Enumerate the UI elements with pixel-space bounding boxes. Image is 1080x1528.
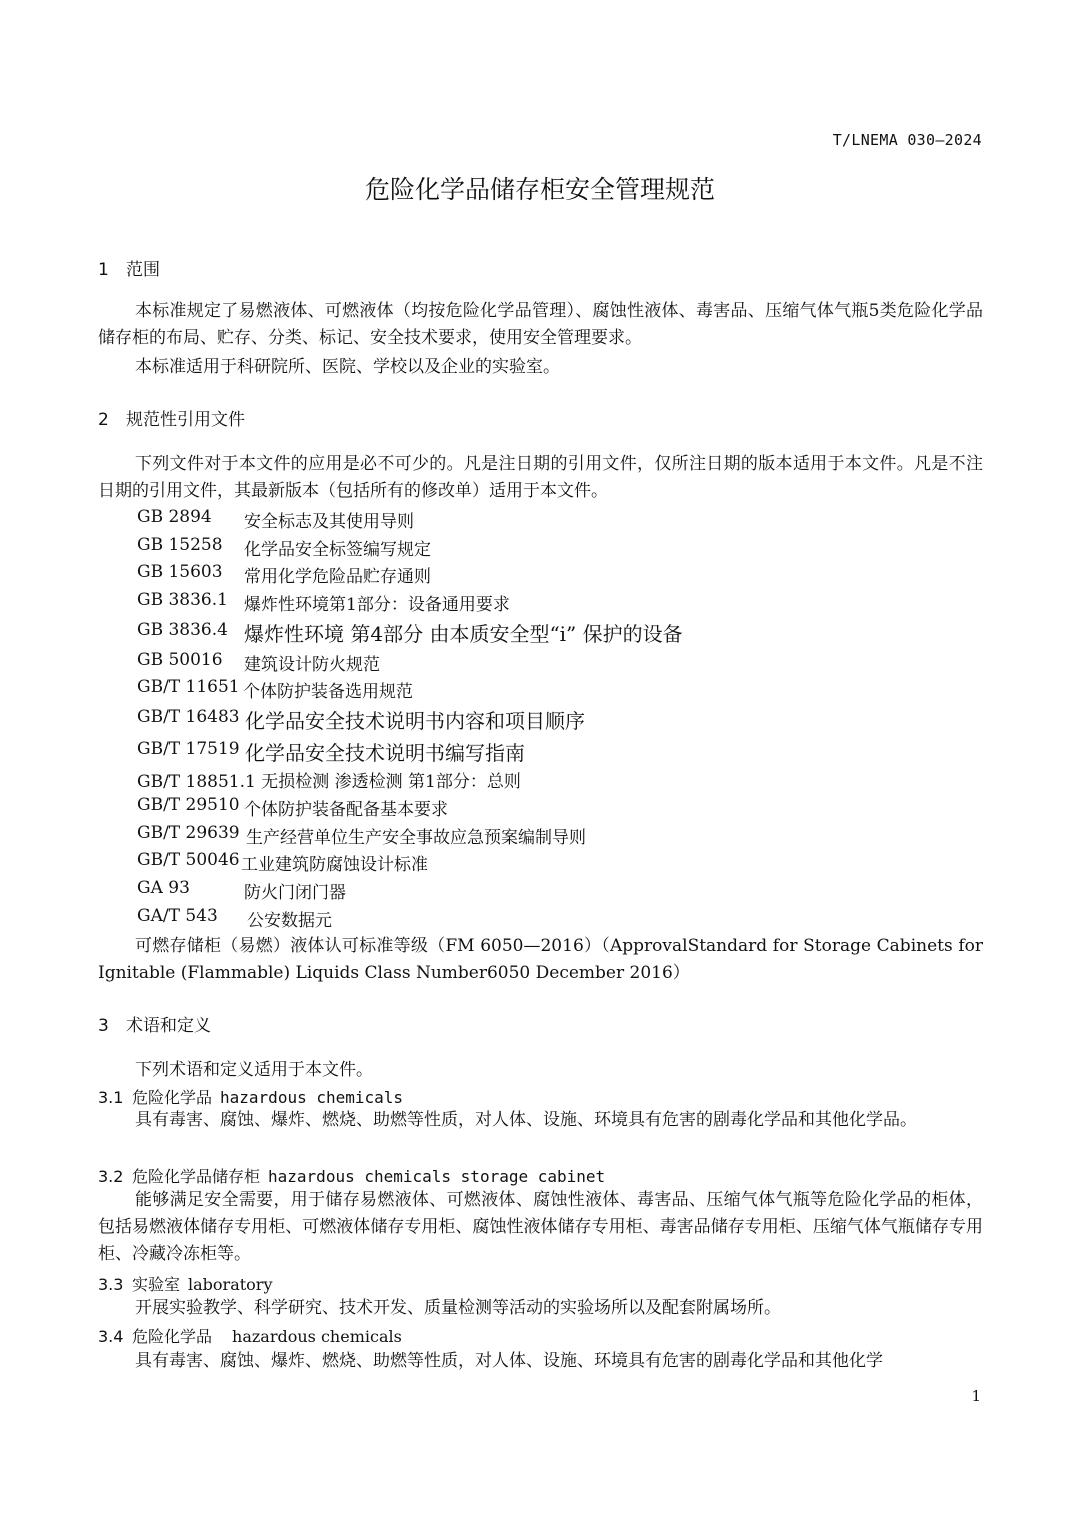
reference-code: GB 15603 (137, 562, 223, 582)
reference-item (137, 507, 414, 532)
reference-item (137, 535, 431, 560)
term-definition: 开展实验教学、科学研究、技术开发、质量检测等活动的实验场所以及配套附属场所。 (135, 1298, 781, 1318)
term-en: laboratory (188, 1275, 273, 1294)
reference-code: GB/T 17519 (137, 739, 240, 759)
reference-title: 建筑设计防火规范 (244, 655, 380, 675)
section-1-heading (98, 255, 160, 280)
reference-code: GB/T 29639 (137, 823, 240, 843)
reference-title: 防火门闭门器 (244, 883, 346, 903)
reference-title: 化学品安全标签编写规定 (244, 540, 431, 560)
reference-title: 工业建筑防腐蚀设计标准 (241, 855, 428, 875)
reference-item (137, 707, 585, 733)
term-definition: 具有毒害、腐蚀、爆炸、燃烧、助燃等性质，对人体、设施、环境具有危害的剧毒化学品和其他化学 (135, 1351, 883, 1371)
section-2-heading (98, 405, 245, 430)
scope-paragraph-1: 本标准规定了易燃液体、可燃液体（均按危险化学品管理）、腐蚀性液体、毒害品、压缩气体气瓶5类危险化学品储存柜的布局、贮存、分类、标记、安全技术要求，使用安全管理要求。 (98, 301, 983, 348)
section-number: 3 (98, 1016, 109, 1036)
reference-item (137, 795, 448, 820)
reference-title: 个体防护装备配备基本要求 (244, 800, 448, 820)
reference-item (137, 620, 683, 646)
reference-item (137, 562, 431, 587)
reference-title: 安全标志及其使用导则 (244, 512, 414, 532)
reference-code: GB/T 18851.1 (137, 772, 256, 792)
term-number: 3.4 (98, 1327, 124, 1346)
fm-standard-paragraph: 可燃存储柜（易燃）液体认可标准等级（FM 6050—2016）（ApprovalStandard for Storage Cabinets for Ignitable (Flammable) Liquids Class Number6050 December 2016） (98, 936, 983, 983)
reference-item (137, 739, 525, 765)
term-number: 3.2 (98, 1167, 124, 1186)
term-en: hazardous chemicals (232, 1327, 402, 1346)
term-zh: 危险化学品储存柜 (132, 1167, 261, 1186)
terms-intro-paragraph: 下列术语和定义适用于本文件。 (135, 1060, 373, 1080)
document-title: 危险化学品储存柜安全管理规范 (364, 175, 715, 204)
term-definition: 能够满足安全需要，用于储存易燃液体、可燃液体、腐蚀性液体、毒害品、压缩气体气瓶等危险化学品的柜体，包括易燃液体储存专用柜、可燃液体储存专用柜、腐蚀性液体储存专用柜、毒害品储存专用柜、压缩气体气瓶储存专用柜、冷藏冷冻柜等。 (98, 1190, 983, 1264)
reference-item (137, 823, 586, 848)
reference-code: GB 3836.4 (137, 620, 228, 640)
reference-title: 化学品安全技术说明书内容和项目顺序 (245, 709, 585, 733)
section-title: 术语和定义 (126, 1016, 211, 1036)
reference-title: 化学品安全技术说明书编写指南 (245, 741, 525, 765)
term-definition: 具有毒害、腐蚀、爆炸、燃烧、助燃等性质，对人体、设施、环境具有危害的剧毒化学品和其他化学品。 (135, 1110, 917, 1130)
reference-code: GB 15258 (137, 535, 223, 555)
term-zh: 危险化学品 (132, 1088, 213, 1107)
section-number: 2 (98, 410, 109, 430)
term-number: 3.3 (98, 1275, 124, 1294)
refs-intro-paragraph: 下列文件对于本文件的应用是必不可少的。凡是注日期的引用文件，仅所注日期的版本适用于本文件。凡是不注日期的引用文件，其最新版本（包括所有的修改单）适用于本文件。 (98, 454, 983, 501)
reference-item (137, 677, 413, 702)
term-heading (98, 1324, 402, 1347)
reference-title: 无损检测 渗透检测 第1部分：总则 (261, 772, 521, 792)
term-heading (98, 1164, 605, 1187)
reference-title: 生产经营单位生产安全事故应急预案编制导则 (246, 828, 586, 848)
standard-id: T/LNEMA 030—2024 (832, 131, 982, 149)
reference-code: GB/T 50046 (137, 850, 240, 870)
section-title: 范围 (126, 260, 160, 280)
term-heading (98, 1085, 403, 1108)
reference-code: GB/T 16483 (137, 707, 240, 727)
reference-title: 公安数据元 (247, 911, 332, 931)
term-number: 3.1 (98, 1088, 124, 1107)
reference-code: GA 93 (137, 878, 190, 898)
reference-item (137, 650, 380, 675)
term-en: hazardous chemicals storage cabinet (268, 1167, 606, 1186)
reference-item (137, 590, 510, 615)
section-number: 1 (98, 260, 109, 280)
reference-item (137, 850, 428, 875)
section-3-heading (98, 1011, 211, 1036)
reference-title: 个体防护装备选用规范 (243, 682, 413, 702)
reference-code: GB/T 29510 (137, 795, 240, 815)
reference-title: 常用化学危险品贮存通则 (244, 567, 431, 587)
term-zh: 实验室 (132, 1275, 181, 1294)
term-zh: 危险化学品 (132, 1327, 213, 1346)
reference-code: GB 2894 (137, 507, 212, 527)
reference-item (137, 906, 332, 931)
page-number: 1 (971, 1387, 981, 1405)
term-en: hazardous chemicals (220, 1088, 404, 1107)
reference-code: GB 50016 (137, 650, 223, 670)
scope-paragraph-2: 本标准适用于科研院所、医院、学校以及企业的实验室。 (135, 357, 560, 377)
reference-item (137, 767, 521, 792)
section-title: 规范性引用文件 (126, 410, 245, 430)
reference-item (137, 878, 346, 903)
term-heading (98, 1272, 272, 1295)
reference-code: GA/T 543 (137, 906, 218, 926)
reference-code: GB/T 11651 (137, 677, 240, 697)
reference-code: GB 3836.1 (137, 590, 228, 610)
reference-title: 爆炸性环境 第4部分 由本质安全型“i” 保护的设备 (244, 622, 683, 646)
reference-title: 爆炸性环境第1部分：设备通用要求 (244, 595, 510, 615)
